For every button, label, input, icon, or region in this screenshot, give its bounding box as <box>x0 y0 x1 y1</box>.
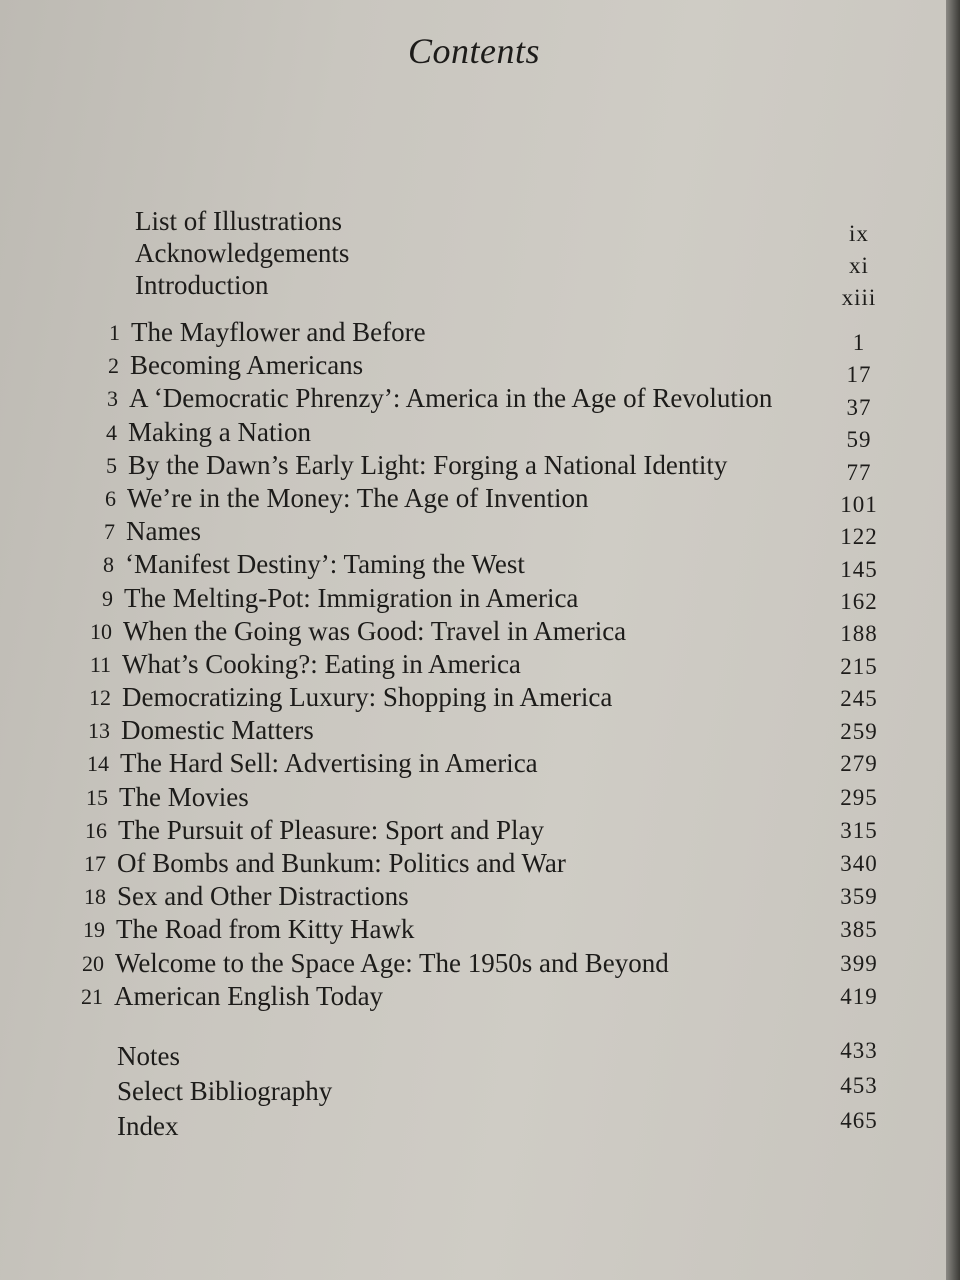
chapter-page-number: 295 <box>840 784 878 810</box>
back-matter-item <box>0 1075 948 1110</box>
chapter-page-number: 279 <box>840 751 878 777</box>
entry-page-number: xiii <box>841 285 877 310</box>
chapter-number: 3 <box>107 386 118 412</box>
chapter-row <box>0 781 948 814</box>
chapter-row <box>0 449 948 485</box>
front-matter-item <box>0 237 948 278</box>
chapter-row <box>0 316 948 355</box>
chapter-number: 12 <box>89 685 111 711</box>
chapter-page-number: 37 <box>846 394 872 420</box>
chapter-page-number: 162 <box>840 589 878 615</box>
chapter-row <box>0 913 948 946</box>
chapter-page-number: 101 <box>840 491 878 517</box>
entry-page-number: 465 <box>840 1108 878 1133</box>
chapter-row <box>0 681 948 714</box>
page-edge-shadow <box>946 0 960 1280</box>
chapter-row <box>0 548 948 581</box>
chapter-page-number: 245 <box>840 686 878 712</box>
chapter-page-number: 259 <box>840 718 878 744</box>
chapter-title: The Hard Sell: Advertising in America <box>120 748 538 779</box>
chapter-number: 1 <box>109 320 120 345</box>
chapter-title: Democratizing Luxury: Shopping in America <box>122 682 613 713</box>
chapter-title: Names <box>126 516 201 547</box>
chapter-page-number: 77 <box>846 459 872 485</box>
chapter-number: 2 <box>108 353 119 379</box>
chapter-number: 17 <box>84 851 106 876</box>
chapter-number: 21 <box>81 983 103 1009</box>
entry-page-number: ix <box>849 221 869 246</box>
chapter-row <box>0 615 948 648</box>
chapter-title: American English Today <box>114 980 384 1011</box>
chapter-page-number: 385 <box>840 917 878 943</box>
chapter-title: By the Dawn’s Early Light: Forging a National Identity <box>128 449 728 480</box>
chapter-page-number: 419 <box>840 983 878 1009</box>
chapter-title: We’re in the Money: The Age of Invention <box>127 482 589 513</box>
chapter-title: A ‘Democratic Phrenzy’: America in the Age of Revolution <box>129 383 773 414</box>
chapter-row <box>0 416 948 453</box>
chapter-row <box>0 847 948 880</box>
chapter-title: The Mayflower and Before <box>131 317 426 347</box>
chapter-row <box>0 515 948 548</box>
chapter-title: When the Going was Good: Travel in America <box>123 615 627 646</box>
entry-label: Index <box>117 1111 179 1141</box>
chapter-title: The Melting-Pot: Immigration in America <box>124 582 579 613</box>
chapter-page-number: 315 <box>840 817 878 843</box>
chapter-page-number: 145 <box>840 556 878 582</box>
entry-label: Introduction <box>135 270 269 300</box>
chapter-number: 14 <box>87 751 109 777</box>
entry-label: Acknowledgements <box>135 238 350 268</box>
back-matter-item <box>0 1040 948 1075</box>
entry-page-number: 433 <box>840 1038 878 1063</box>
chapter-page-number: 215 <box>840 653 878 679</box>
entry-page-number: xi <box>849 253 869 278</box>
chapter-number: 10 <box>90 618 112 644</box>
chapter-number: 19 <box>83 917 105 943</box>
chapter-number: 7 <box>104 519 115 545</box>
chapter-number: 20 <box>82 950 104 976</box>
chapter-title: Of Bombs and Bunkum: Politics and War <box>117 848 566 878</box>
chapter-number: 5 <box>106 452 117 478</box>
chapter-title: What’s Cooking?: Eating in America <box>122 648 521 679</box>
chapter-row <box>0 349 948 388</box>
chapter-title: The Movies <box>119 781 249 812</box>
entry-label: Notes <box>117 1041 180 1071</box>
chapter-title: Domestic Matters <box>121 715 314 746</box>
chapter-page-number: 1 <box>852 330 866 355</box>
chapter-page-number: 188 <box>840 621 878 647</box>
chapter-page-number: 399 <box>840 950 878 976</box>
chapter-title: The Road from Kitty Hawk <box>116 914 415 945</box>
front-matter-list <box>0 205 948 310</box>
page-title: Contents <box>407 31 540 71</box>
chapter-row <box>0 980 948 1013</box>
entry-label: Select Bibliography <box>117 1076 333 1106</box>
chapter-page-number: 359 <box>840 884 878 910</box>
chapter-number: 18 <box>84 884 106 910</box>
chapter-number: 16 <box>85 817 107 843</box>
chapter-row <box>0 648 948 681</box>
entry-page-number: 453 <box>840 1073 878 1098</box>
chapter-list <box>0 316 948 1013</box>
chapter-row <box>0 582 948 615</box>
back-matter-list <box>0 1040 948 1145</box>
chapter-row <box>0 747 948 780</box>
chapter-title: The Pursuit of Pleasure: Sport and Play <box>118 814 544 845</box>
front-matter-item <box>0 269 948 310</box>
chapter-page-number: 59 <box>846 427 872 453</box>
chapter-number: 11 <box>89 651 111 677</box>
front-matter-item <box>0 205 948 246</box>
chapter-title: Sex and Other Distractions <box>117 881 409 912</box>
chapter-number: 8 <box>103 552 114 578</box>
chapter-number: 9 <box>102 585 113 611</box>
chapter-row <box>0 382 948 420</box>
chapter-page-number: 122 <box>840 524 878 550</box>
chapter-number: 6 <box>105 485 116 511</box>
back-matter-item <box>0 1110 948 1145</box>
chapter-number: 4 <box>106 419 117 445</box>
chapter-number: 15 <box>86 784 108 810</box>
entry-label: List of Illustrations <box>135 206 342 236</box>
chapter-title: ‘Manifest Destiny’: Taming the West <box>125 549 525 580</box>
chapter-row <box>0 482 948 515</box>
chapter-title: Becoming Americans <box>130 350 364 381</box>
chapter-page-number: 340 <box>840 851 878 876</box>
chapter-row <box>0 947 948 980</box>
chapter-title: Making a Nation <box>128 416 311 447</box>
chapter-row <box>0 714 948 747</box>
chapter-number: 13 <box>88 718 110 744</box>
chapter-title: Welcome to the Space Age: The 1950s and Beyond <box>115 947 669 978</box>
chapter-row <box>0 814 948 847</box>
chapter-row <box>0 880 948 913</box>
chapter-page-number: 17 <box>846 362 872 388</box>
